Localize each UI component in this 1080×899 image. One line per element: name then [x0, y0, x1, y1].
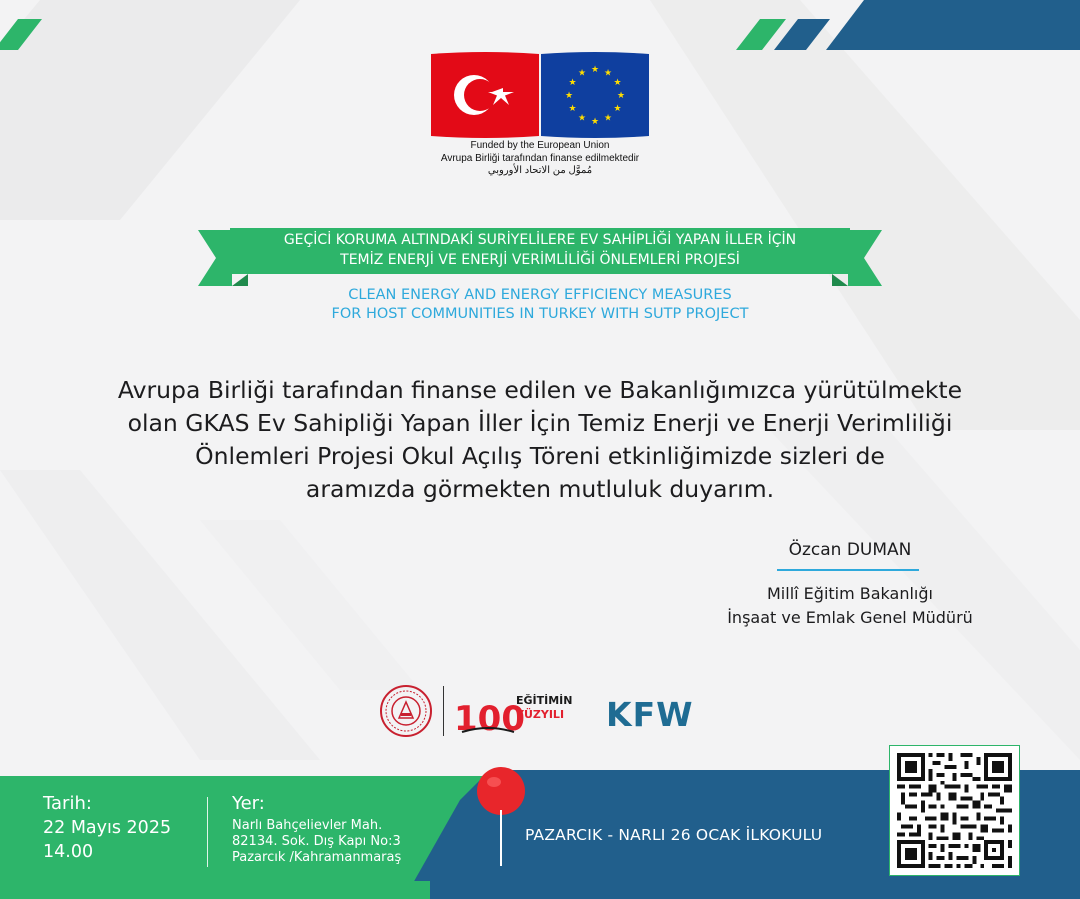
invitation-text — [50, 374, 1030, 506]
svg-text:★: ★ — [568, 104, 577, 114]
svg-text:★: ★ — [603, 68, 613, 79]
qr-code-icon[interactable] — [897, 753, 1012, 868]
project-title-tr — [230, 230, 850, 270]
address-line1: Narlı Bahçelievler Mah. — [232, 818, 383, 833]
date-label: Tarih: — [43, 793, 92, 814]
project-title-tr-line1: GEÇİCİ KORUMA ALTINDAKİ SURİYELİLERE EV SAHİPLİĞİ YAPAN İLLER İÇİN — [283, 232, 797, 248]
century-logo — [454, 693, 572, 739]
funded-tr: Avrupa Birliği tarafından finanse edilmektedir — [440, 152, 640, 164]
svg-text:★: ★ — [613, 104, 622, 114]
address-line3: Pazarcık /Kahramanmaraş — [232, 850, 402, 865]
corner-band-blue — [826, 0, 1080, 50]
svg-text:★: ★ — [577, 113, 587, 124]
svg-text:★: ★ — [616, 91, 626, 101]
invitation-line3: Önlemleri Projesi Okul Açılış Töreni etkinliğimizde sizleri de — [195, 442, 885, 470]
event-venue: PAZARCIK - NARLI 26 OCAK İLKOKULU — [525, 826, 823, 844]
eu-flag-icon — [541, 52, 649, 138]
century-number: 100 — [454, 699, 525, 739]
event-place-block — [232, 792, 401, 866]
signatory-title-line1: Millî Eğitim Bakanlığı — [767, 584, 933, 603]
turkey-flag-icon — [431, 52, 539, 138]
event-date: 22 Mayıs 2025 — [43, 818, 172, 838]
map-pin-icon — [477, 767, 525, 815]
svg-text:★: ★ — [564, 91, 574, 101]
flags-group — [431, 52, 649, 138]
century-word1: EĞİTİMİN — [516, 694, 573, 707]
svg-text:★: ★ — [603, 113, 613, 124]
invitation-line2: olan GKAS Ev Sahipliği Yapan İller İçin Temiz Enerji ve Enerji Verimliliği — [127, 409, 953, 437]
svg-text:★: ★ — [613, 78, 622, 88]
place-label: Yer: — [232, 793, 265, 814]
address-line2: 82134. Sok. Dış Kapı No:3 — [232, 834, 401, 849]
logos-divider — [443, 686, 444, 736]
pin-stem — [500, 810, 502, 866]
invitation-line1: Avrupa Birliği tarafından finanse edilen ve Bakanlığımızca yürütülmekte — [117, 376, 963, 404]
bottom-divider — [207, 797, 208, 867]
svg-text:★: ★ — [568, 78, 577, 88]
signatory-title — [680, 582, 1020, 630]
svg-text:★: ★ — [590, 65, 600, 75]
svg-text:★: ★ — [590, 117, 600, 127]
partner-logos — [380, 682, 710, 742]
project-title-tr-line2: TEMİZ ENERJİ VE ENERJİ VERİMLİLİĞİ ÖNLEMLERİ PROJESİ — [340, 252, 740, 268]
project-title-en-line1: CLEAN ENERGY AND ENERGY EFFICIENCY MEASURES — [348, 287, 732, 303]
event-date-block — [43, 792, 171, 864]
event-time: 14.00 — [43, 842, 94, 862]
signatory-name: Özcan DUMAN — [788, 540, 912, 560]
funding-statement — [410, 140, 670, 178]
svg-text:★: ★ — [577, 68, 587, 79]
signatory-title-line2: İnşaat ve Emlak Genel Müdürü — [727, 608, 973, 627]
funded-en: Funded by the European Union — [470, 140, 610, 151]
invitation-line4: aramızda görmekten mutluluk duyarım. — [305, 475, 775, 503]
century-word2: YÜZYILI — [516, 708, 565, 721]
signature-divider — [777, 569, 919, 571]
project-title-en — [260, 286, 820, 324]
project-title-en-line2: FOR HOST COMMUNITIES IN TURKEY WITH SUTP PROJECT — [331, 306, 749, 322]
meb-seal-icon — [381, 686, 431, 736]
event-address — [232, 818, 401, 866]
funded-ar: مُموَّل من الاتحاد الأوروبي — [487, 165, 593, 176]
kfw-logo: KFW — [606, 695, 694, 734]
